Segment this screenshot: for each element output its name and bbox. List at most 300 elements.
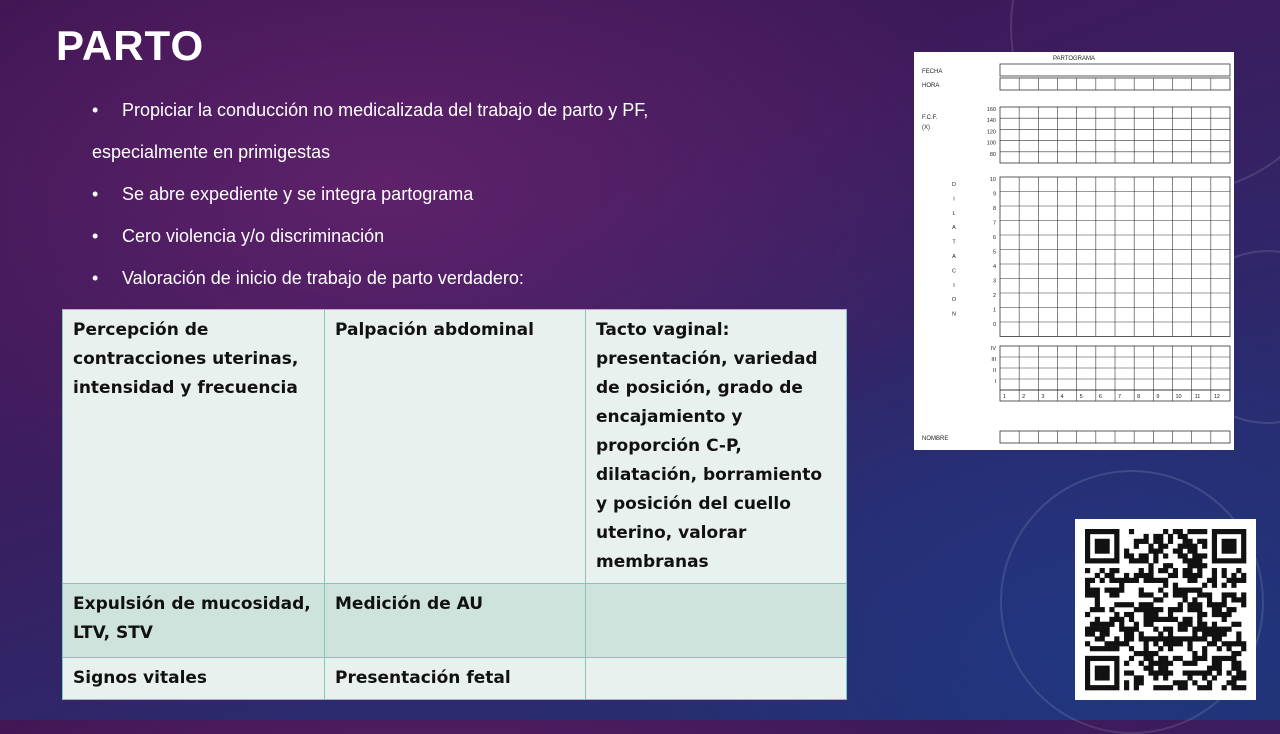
qr-module [1178, 534, 1183, 539]
qr-module [1163, 617, 1168, 622]
qr-module [1158, 656, 1163, 661]
qr-module [1183, 558, 1188, 563]
qr-module [1100, 578, 1105, 583]
qr-module [1134, 558, 1139, 563]
qr-finder-module [1100, 529, 1105, 534]
qr-module [1222, 592, 1227, 597]
hour-label: 6 [1098, 394, 1102, 400]
qr-module [1158, 666, 1163, 671]
qr-module [1197, 553, 1202, 558]
qr-module [1226, 612, 1231, 617]
qr-module [1158, 661, 1163, 666]
qr-finder-module [1114, 544, 1119, 549]
slide-title: PARTO [56, 22, 205, 69]
qr-finder-module [1114, 661, 1119, 666]
qr-module [1148, 568, 1153, 573]
qr-module [1217, 631, 1222, 636]
qr-module [1202, 583, 1207, 588]
qr-module [1109, 573, 1114, 578]
qr-module [1158, 646, 1163, 651]
qr-module [1158, 534, 1163, 539]
qr-module [1153, 651, 1158, 656]
qr-module [1158, 544, 1163, 549]
qr-module [1173, 549, 1178, 554]
qr-module [1100, 636, 1105, 641]
qr-module [1197, 539, 1202, 544]
qr-finder-module [1105, 685, 1110, 690]
qr-finder-module [1095, 544, 1100, 549]
qr-module [1105, 631, 1110, 636]
qr-module [1139, 631, 1144, 636]
qr-module [1158, 636, 1163, 641]
qr-finder-module [1100, 666, 1105, 671]
qr-module [1148, 602, 1153, 607]
qr-module [1163, 685, 1168, 690]
qr-module [1192, 578, 1197, 583]
qr-finder-module [1114, 666, 1119, 671]
qr-module [1231, 573, 1236, 578]
partograma-heading: PARTOGRAMA [1052, 56, 1096, 62]
qr-finder-module [1226, 544, 1231, 549]
qr-module [1090, 607, 1095, 612]
qr-module [1183, 670, 1188, 675]
qr-module [1095, 602, 1100, 607]
qr-module [1178, 602, 1183, 607]
qr-module [1202, 544, 1207, 549]
qr-module [1153, 558, 1158, 563]
qr-module [1236, 675, 1241, 680]
qr-finder-module [1100, 549, 1105, 554]
qr-module [1105, 573, 1110, 578]
qr-module [1197, 617, 1202, 622]
dilatacion-tick-label: 1 [992, 307, 996, 314]
qr-module [1095, 588, 1100, 593]
qr-module [1153, 641, 1158, 646]
qr-module [1148, 661, 1153, 666]
qr-module [1183, 592, 1188, 597]
qr-finder-module [1105, 558, 1110, 563]
qr-finder-module [1109, 656, 1114, 661]
qr-module [1226, 578, 1231, 583]
bullet-item: • Propiciar la conducción no medicalizada del trabajo de parto y PF, [92, 100, 648, 121]
qr-finder-module [1114, 558, 1119, 563]
qr-module [1139, 558, 1144, 563]
qr-module [1163, 578, 1168, 583]
qr-module [1187, 602, 1192, 607]
plano-tick-label: I [994, 379, 996, 385]
qr-module [1124, 680, 1129, 685]
qr-module [1192, 553, 1197, 558]
qr-module [1114, 646, 1119, 651]
hour-label: 5 [1079, 394, 1083, 400]
qr-module [1158, 549, 1163, 554]
qr-finder-module [1095, 670, 1100, 675]
dilatacion-letter: A [952, 254, 956, 260]
qr-module [1129, 553, 1134, 558]
qr-finder-module [1231, 549, 1236, 554]
qr-module [1134, 544, 1139, 549]
qr-finder-module [1085, 553, 1090, 558]
qr-module [1178, 544, 1183, 549]
qr-module [1231, 680, 1236, 685]
qr-module [1178, 607, 1183, 612]
qr-finder-module [1095, 675, 1100, 680]
qr-module [1163, 670, 1168, 675]
qr-module [1085, 583, 1090, 588]
qr-module [1114, 636, 1119, 641]
qr-finder-module [1217, 529, 1222, 534]
qr-module [1241, 578, 1246, 583]
dilatacion-tick-label: 2 [992, 293, 996, 299]
qr-module [1207, 670, 1212, 675]
qr-finder-module [1085, 656, 1090, 661]
qr-module [1139, 573, 1144, 578]
qr-module [1139, 675, 1144, 680]
qr-module [1148, 549, 1153, 554]
qr-module [1173, 529, 1178, 534]
qr-module [1085, 641, 1090, 646]
qr-module [1095, 646, 1100, 651]
qr-module [1183, 685, 1188, 690]
qr-module [1168, 539, 1173, 544]
qr-module [1144, 539, 1149, 544]
qr-module [1207, 631, 1212, 636]
dilatacion-letter: T [952, 239, 956, 246]
qr-module [1090, 592, 1095, 597]
qr-finder-module [1222, 544, 1227, 549]
qr-module [1202, 636, 1207, 641]
qr-module [1119, 578, 1124, 583]
qr-module [1222, 685, 1227, 690]
dilatacion-letter: N [952, 311, 956, 318]
qr-finder-module [1226, 539, 1231, 544]
qr-finder-module [1085, 544, 1090, 549]
qr-module [1202, 685, 1207, 690]
qr-module [1173, 573, 1178, 578]
qr-module [1192, 558, 1197, 563]
qr-module [1119, 641, 1124, 646]
qr-finder-module [1095, 656, 1100, 661]
qr-module [1207, 641, 1212, 646]
qr-module [1168, 661, 1173, 666]
qr-module [1158, 597, 1163, 602]
qr-module [1105, 641, 1110, 646]
qr-module [1212, 675, 1217, 680]
qr-module [1187, 661, 1192, 666]
qr-module [1124, 578, 1129, 583]
table-row [63, 658, 847, 700]
qr-module [1222, 583, 1227, 588]
qr-module [1129, 558, 1134, 563]
qr-module [1236, 651, 1241, 656]
qr-module [1095, 592, 1100, 597]
qr-module [1124, 670, 1129, 675]
qr-module [1187, 617, 1192, 622]
qr-module [1163, 553, 1168, 558]
qr-module [1187, 558, 1192, 563]
qr-module [1134, 651, 1139, 656]
qr-finder-module [1100, 670, 1105, 675]
qr-module [1192, 597, 1197, 602]
qr-module [1163, 592, 1168, 597]
qr-module [1192, 656, 1197, 661]
qr-module [1134, 685, 1139, 690]
qr-module [1153, 539, 1158, 544]
qr-module [1187, 578, 1192, 583]
qr-module [1222, 656, 1227, 661]
qr-module [1192, 680, 1197, 685]
qr-module [1231, 641, 1236, 646]
fcf-tick-label: 120 [986, 129, 996, 136]
partograma-fecha-label: FECHA [922, 69, 943, 75]
qr-finder-module [1105, 666, 1110, 671]
qr-finder-module [1100, 685, 1105, 690]
dilatacion-letter: C [952, 268, 956, 275]
qr-module [1144, 641, 1149, 646]
table-cell: Palpación abdominal [325, 310, 586, 584]
qr-module [1109, 622, 1114, 627]
qr-finder-module [1105, 529, 1110, 534]
qr-module [1124, 553, 1129, 558]
qr-finder-module [1236, 529, 1241, 534]
qr-module [1148, 651, 1153, 656]
qr-module [1114, 617, 1119, 622]
qr-finder-module [1100, 539, 1105, 544]
qr-module [1144, 534, 1149, 539]
qr-module [1100, 568, 1105, 573]
table-cell: Tacto vaginal: presentación, variedad de posición, grado de encajamiento y proporción C-P, dilatación, borramiento y posición del cuello uterino, valorar membranas [586, 310, 847, 584]
qr-module [1226, 670, 1231, 675]
qr-finder-module [1231, 558, 1236, 563]
qr-finder-module [1236, 558, 1241, 563]
qr-finder-module [1090, 685, 1095, 690]
qr-module [1095, 627, 1100, 632]
qr-module [1212, 612, 1217, 617]
qr-module [1114, 641, 1119, 646]
dilatacion-letter: L [952, 210, 956, 217]
table-cell: Signos vitales [63, 658, 325, 700]
qr-module [1217, 661, 1222, 666]
qr-module [1183, 553, 1188, 558]
qr-finder-module [1241, 558, 1246, 563]
qr-module [1212, 636, 1217, 641]
qr-module [1202, 553, 1207, 558]
hour-label: 1 [1003, 394, 1007, 400]
partograma-fcf-mark: (X) [922, 125, 930, 131]
qr-module [1109, 617, 1114, 622]
qr-finder-module [1114, 553, 1119, 558]
qr-module [1236, 597, 1241, 602]
qr-module [1197, 558, 1202, 563]
qr-module [1144, 612, 1149, 617]
qr-module [1124, 661, 1129, 666]
qr-module [1197, 573, 1202, 578]
qr-module [1090, 631, 1095, 636]
qr-module [1119, 602, 1124, 607]
qr-finder-module [1105, 670, 1110, 675]
qr-module [1187, 607, 1192, 612]
qr-module [1187, 549, 1192, 554]
qr-module [1197, 607, 1202, 612]
qr-module [1144, 578, 1149, 583]
qr-module [1236, 670, 1241, 675]
qr-module [1158, 685, 1163, 690]
dilatacion-tick-label: 9 [992, 191, 996, 198]
qr-module [1168, 617, 1173, 622]
hour-label: 3 [1041, 394, 1045, 400]
qr-finder-module [1226, 549, 1231, 554]
qr-finder-module [1085, 685, 1090, 690]
qr-module [1158, 670, 1163, 675]
qr-module [1114, 578, 1119, 583]
qr-finder-module [1212, 529, 1217, 534]
dilatacion-tick-label: 3 [992, 278, 996, 285]
qr-module [1168, 612, 1173, 617]
qr-finder-module [1241, 549, 1246, 554]
qr-module [1124, 641, 1129, 646]
qr-module [1139, 568, 1144, 573]
qr-module [1217, 612, 1222, 617]
qr-module [1100, 631, 1105, 636]
dilatacion-tick-label: 8 [992, 206, 996, 212]
qr-module [1187, 646, 1192, 651]
qr-module [1217, 656, 1222, 661]
qr-module [1153, 627, 1158, 632]
qr-module [1173, 607, 1178, 612]
qr-module [1202, 529, 1207, 534]
dilatacion-tick-label: 6 [992, 235, 996, 241]
qr-module [1168, 607, 1173, 612]
partograma-fcf-label: F.C.F. [922, 115, 938, 121]
qr-module [1134, 675, 1139, 680]
dilatacion-letter: D [952, 182, 956, 188]
qr-module [1183, 636, 1188, 641]
qr-module [1202, 622, 1207, 627]
qr-code [1075, 519, 1256, 700]
qr-module [1178, 553, 1183, 558]
qr-module [1134, 680, 1139, 685]
qr-module [1163, 666, 1168, 671]
qr-module [1202, 646, 1207, 651]
qr-module [1090, 627, 1095, 632]
qr-finder-module [1095, 666, 1100, 671]
bullet-continuation: especialmente en primigestas [92, 142, 331, 162]
bullet-item: • Cero violencia y/o discriminación [92, 226, 384, 247]
table-row [63, 584, 847, 658]
qr-module [1226, 680, 1231, 685]
qr-module [1105, 646, 1110, 651]
qr-module [1236, 568, 1241, 573]
qr-module [1207, 680, 1212, 685]
qr-module [1183, 539, 1188, 544]
qr-module [1231, 583, 1236, 588]
qr-module [1119, 588, 1124, 593]
qr-module [1144, 617, 1149, 622]
qr-module [1173, 588, 1178, 593]
qr-module [1207, 602, 1212, 607]
partograma-image [914, 52, 1234, 450]
qr-module [1226, 607, 1231, 612]
qr-finder-module [1114, 529, 1119, 534]
qr-module [1129, 631, 1134, 636]
qr-module [1105, 588, 1110, 593]
qr-module [1197, 670, 1202, 675]
qr-module [1163, 583, 1168, 588]
qr-module [1178, 685, 1183, 690]
qr-finder-module [1114, 670, 1119, 675]
qr-module [1212, 666, 1217, 671]
qr-module [1124, 685, 1129, 690]
qr-module [1231, 651, 1236, 656]
qr-module [1173, 680, 1178, 685]
qr-module [1168, 670, 1173, 675]
bullet-item: • Valoración de inicio de trabajo de parto verdadero: [92, 268, 524, 289]
qr-module [1187, 641, 1192, 646]
qr-module [1119, 622, 1124, 627]
qr-module [1222, 627, 1227, 632]
qr-module [1197, 529, 1202, 534]
qr-module [1236, 578, 1241, 583]
qr-module [1241, 573, 1246, 578]
table-cell: Medición de AU [325, 584, 586, 658]
qr-module [1085, 612, 1090, 617]
qr-module [1158, 578, 1163, 583]
qr-module [1212, 661, 1217, 666]
qr-module [1231, 666, 1236, 671]
qr-module [1144, 592, 1149, 597]
qr-module [1192, 627, 1197, 632]
qr-module [1207, 592, 1212, 597]
qr-module [1217, 602, 1222, 607]
qr-module [1085, 592, 1090, 597]
qr-module [1095, 597, 1100, 602]
qr-module [1222, 597, 1227, 602]
hour-label: 4 [1060, 394, 1064, 400]
table-cell [586, 584, 847, 658]
qr-module [1139, 636, 1144, 641]
qr-finder-module [1212, 539, 1217, 544]
qr-module [1163, 544, 1168, 549]
qr-module [1163, 563, 1168, 568]
qr-module [1197, 636, 1202, 641]
qr-module [1173, 617, 1178, 622]
qr-module [1085, 631, 1090, 636]
qr-module [1148, 636, 1153, 641]
qr-module [1236, 622, 1241, 627]
qr-module [1197, 588, 1202, 593]
qr-module [1085, 588, 1090, 593]
qr-module [1183, 622, 1188, 627]
qr-module [1231, 597, 1236, 602]
table-cell: Expulsión de mucosidad, LTV, STV [63, 584, 325, 658]
qr-finder-module [1090, 558, 1095, 563]
qr-module [1207, 627, 1212, 632]
qr-module [1183, 568, 1188, 573]
qr-module [1236, 636, 1241, 641]
qr-module [1187, 675, 1192, 680]
qr-module [1192, 636, 1197, 641]
qr-module [1163, 675, 1168, 680]
qr-module [1168, 631, 1173, 636]
qr-module [1192, 631, 1197, 636]
qr-finder-module [1105, 656, 1110, 661]
qr-module [1197, 568, 1202, 573]
qr-module [1124, 602, 1129, 607]
qr-module [1231, 607, 1236, 612]
qr-module [1187, 568, 1192, 573]
qr-module [1124, 612, 1129, 617]
qr-module [1163, 661, 1168, 666]
